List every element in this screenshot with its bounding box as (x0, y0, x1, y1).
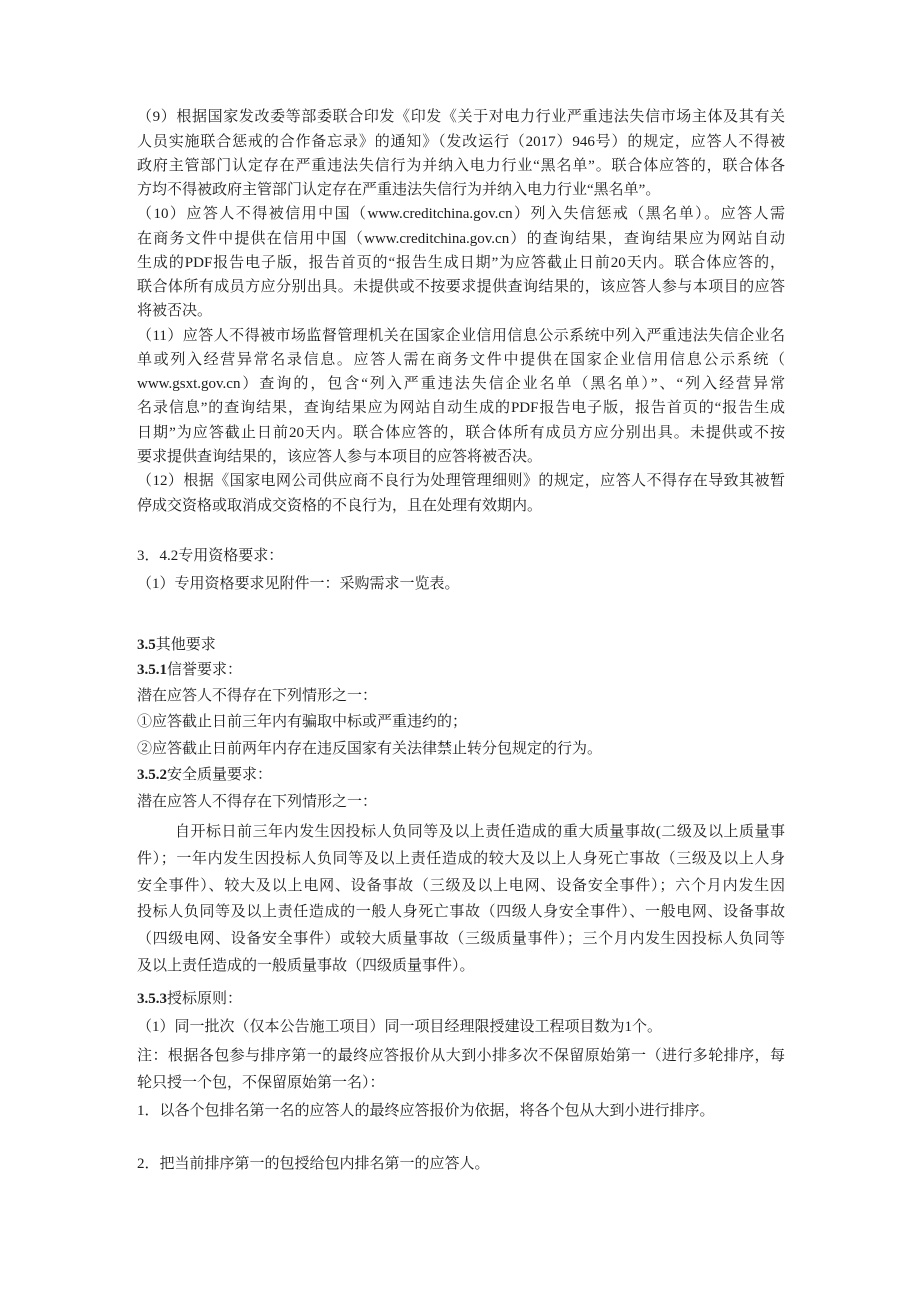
clause-line: 单或列入经营异常名录信息。应答人需在商务文件中提供在国家企业信用信息公示系统（ (137, 352, 785, 368)
subsection-title: 信誉要求： (167, 662, 243, 678)
note-line: 轮只授一个包，不保留原始第一名）： (137, 1075, 385, 1091)
rule-item: （1）同一批次（仅本公告施工项目）同一项目经理限授建设工程项目数为1个。 (137, 1019, 663, 1035)
section-heading (137, 635, 785, 655)
clause-line: 停成交资格或取消成交资格的不良行为，且在处理有效期内。 (137, 498, 543, 514)
requirement-item: （1）专用资格要求见附件一：采购需求一览表。 (137, 576, 460, 592)
subsection-intro: 潜在应答人不得存在下列情形之一： (137, 794, 378, 810)
subsection-title: 安全质量要求： (167, 767, 273, 783)
clause-line: 人员实施联合惩戒的合作备忘录》的通知》（发改运行（2017）946号）的规定，应答人不得被 (137, 134, 785, 150)
clause-line: 联合体所有成员方应分别出具。未提供或不按要求提供查询结果的，该应答人参与本项目的应答 (137, 279, 785, 295)
note-line: 注：根据各包参与排序第一的最终应答报价从大到小排多次不保留原始第一（进行多轮排序，每 (137, 1048, 785, 1064)
clause-line: 政府主管部门认定存在严重违法失信行为并纳入电力行业“黑名单”。联合体应答的，联合体各 (137, 158, 785, 174)
clause-line: 将被否决。 (137, 303, 213, 319)
subsection-heading (137, 989, 785, 1009)
subsection-title: 授标原则： (167, 991, 243, 1007)
step-item: 1．以各个包排名第一名的应答人的最终应答报价为依据，将各个包从大到小进行排序。 (137, 1103, 715, 1119)
section-title: 其他要求 (155, 637, 216, 653)
condition-item: ①应答截止日前三年内有骗取中标或严重违约的； (137, 714, 468, 730)
condition-item: ②应答截止日前两年内存在违反国家有关法律禁止转分包规定的行为。 (137, 741, 603, 757)
paragraph-line: 投标人负同等及以上责任造成的一般人身死亡事故（四级人身安全事件）、一般电网、设备事故 (137, 904, 785, 920)
clause-line: 方均不得被政府主管部门认定存在严重违法失信行为并纳入电力行业“黑名单”。 (137, 182, 661, 198)
clause-line: 要求提供查询结果的，该应答人参与本项目的应答将被否决。 (137, 449, 543, 465)
clause-line: （11）应答人不得被市场监督管理机关在国家企业信用信息公示系统中列入严重违法失信企业名 (137, 328, 785, 344)
paragraph-line: （四级电网、设备安全事件）或较大质量事故（三级质量事件）；三个月内发生因投标人负同等 (137, 931, 785, 947)
section-number: 3.5 (137, 637, 156, 653)
section-heading: 3．4.2专用资格要求： (137, 548, 284, 564)
clause-line: （12）根据《国家电网公司供应商不良行为处理管理细则》的规定，应答人不得存在导致其被暂 (137, 473, 785, 489)
paragraph-line: 件）；一年内发生因投标人负同等及以上责任造成的较大及以上人身死亡事故（三级及以上人身 (137, 851, 785, 867)
subsection-number: 3.5.1 (137, 662, 167, 678)
paragraph-line: 自开标日前三年内发生因投标人负同等及以上责任造成的重大质量事故(二级及以上质量事 (175, 824, 785, 840)
paragraph-line: 安全事件）、较大及以上电网、设备事故（三级及以上电网、设备安全事件）；六个月内发生因 (137, 878, 785, 894)
paragraph-line: 及以上责任造成的一般质量事故（四级质量事件）。 (137, 958, 475, 974)
subsection-intro: 潜在应答人不得存在下列情形之一： (137, 688, 378, 704)
clause-line: 在商务文件中提供在信用中国（www.creditchina.gov.cn）的查询结果，查询结果应为网站自动 (137, 231, 785, 247)
clause-line: （9）根据国家发改委等部委联合印发《印发《关于对电力行业严重违法失信市场主体及其有关 (137, 109, 785, 125)
subsection-number: 3.5.3 (137, 991, 167, 1007)
clause-line: 日期”为应答截止日前20天内。联合体应答的，联合体所有成员方应分别出具。未提供或不按 (137, 425, 785, 441)
clause-line: 生成的PDF报告电子版，报告首页的“报告生成日期”为应答截止日前20天内。联合体应答的， (137, 255, 785, 271)
step-item: 2．把当前排序第一的包授给包内排名第一的应答人。 (137, 1156, 490, 1172)
subsection-heading (137, 660, 785, 680)
clause-line: 名录信息”的查询结果，查询结果应为网站自动生成的PDF报告电子版，报告首页的“报告生成 (137, 400, 785, 416)
subsection-number: 3.5.2 (137, 767, 167, 783)
clause-line: （10）应答人不得被信用中国（www.creditchina.gov.cn）列入失信惩戒（黑名单）。应答人需 (137, 206, 785, 222)
subsection-heading (137, 765, 785, 785)
clause-line: www.gsxt.gov.cn）查询的，包含“列入严重违法失信企业名单（黑名单）”、“列入经营异常 (137, 376, 785, 392)
